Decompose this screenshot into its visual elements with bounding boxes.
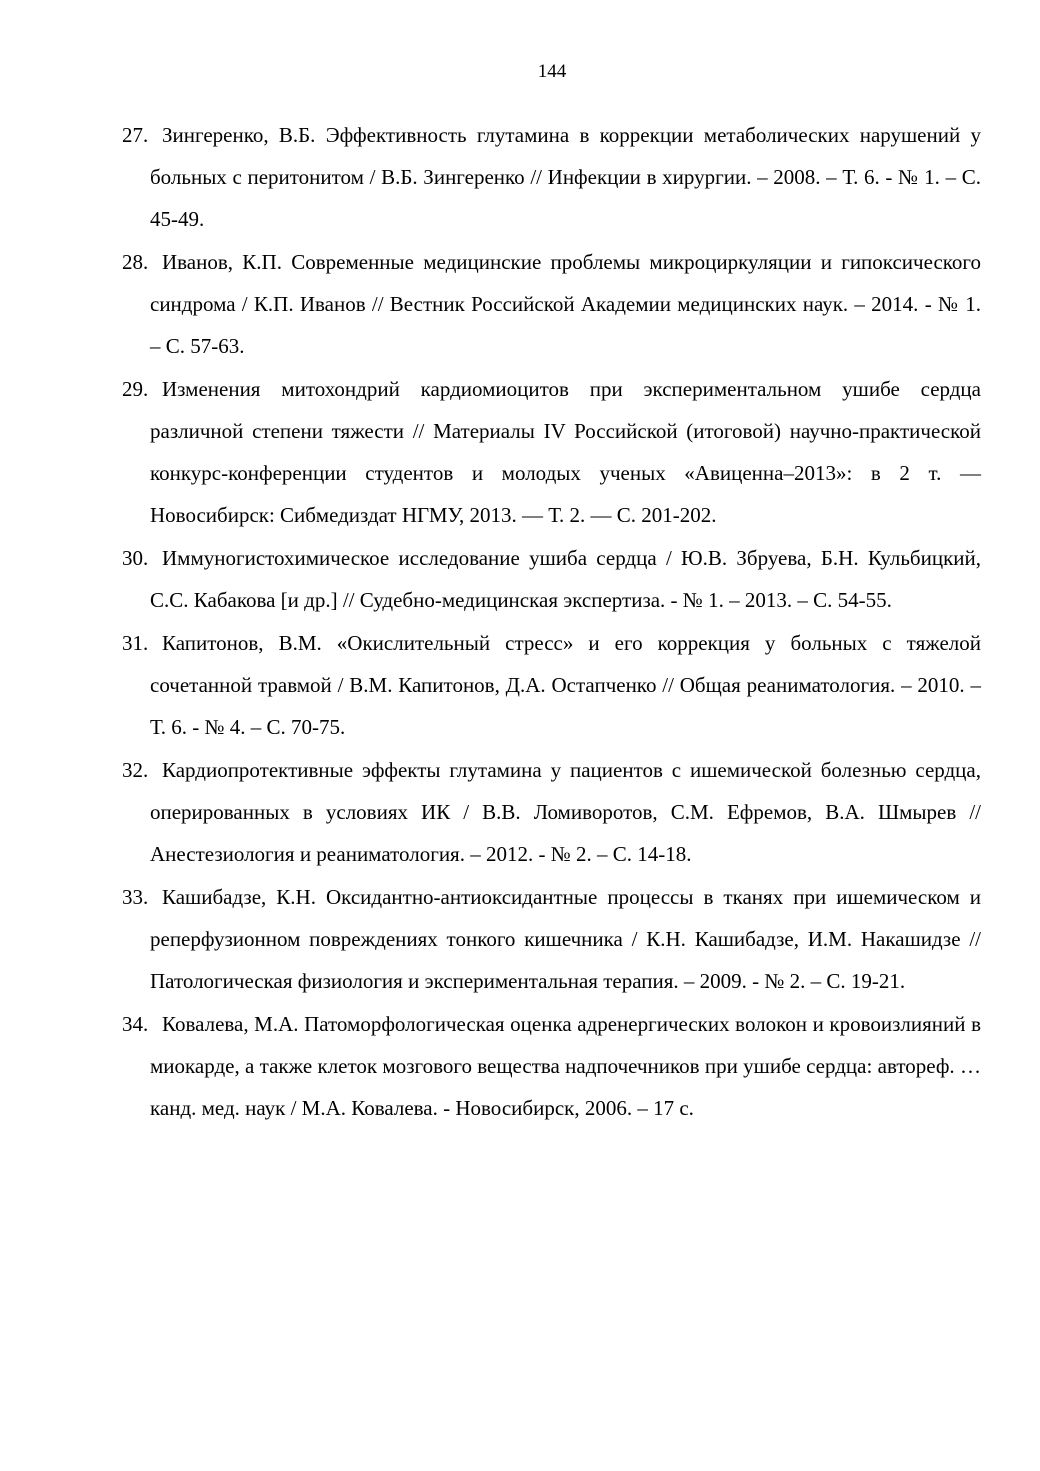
reference-item [122,1003,981,1129]
reference-text: Ковалева, М.А. Патоморфологическая оценка адренергических волокон и кровоизлияний в миокарде, а также клеток мозгового вещества надпочечников при ушибе сердца: автореф. … канд. мед. наук / М.А. Ковалева. - Новосибирск, 2006. – 17 с. [150,1012,981,1120]
reference-number: 34. [122,1012,149,1036]
reference-list [122,114,981,1130]
reference-text: Иванов, К.П. Современные медицинские проблемы микроциркуляции и гипоксического синдрома / К.П. Иванов // Вестник Российской Академии медицинских наук. – 2014. - № 1. – С. 57-63. [150,250,981,358]
reference-number: 32. [122,758,149,782]
reference-text: Иммуногистохимическое исследование ушиба сердца / Ю.В. Збруева, Б.Н. Кульбицкий, С.С. Кабакова [и др.] // Судебно-медицинская экспертиза. - № 1. – 2013. – С. 54-55. [150,546,981,612]
reference-number: 33. [122,885,149,909]
reference-number: 29. [122,377,149,401]
reference-number: 31. [122,631,149,655]
reference-item [122,114,981,240]
reference-item [122,537,981,621]
reference-text: Кардиопротективные эффекты глутамина у пациентов с ишемической болезнью сердца, оперированных в условиях ИК / В.В. Ломиворотов, С.М. Ефремов, В.А. Шмырев // Анестезиология и реаниматология. – 2012. - № 2. – С. 14-18. [150,758,981,866]
reference-number: 30. [122,546,149,570]
reference-item [122,241,981,367]
reference-text: Кашибадзе, К.Н. Оксидантно-антиоксидантные процессы в тканях при ишемическом и реперфузионном повреждениях тонкого кишечника / К.Н. Кашибадзе, И.М. Накашидзе // Патологическая физиология и экспериментальная терапия. – 2009. - № 2. – С. 19-21. [150,885,981,993]
reference-item [122,368,981,536]
reference-item [122,876,981,1002]
reference-number: 28. [122,250,149,274]
reference-text: Зингеренко, В.Б. Эффективность глутамина в коррекции метаболических нарушений у больных с перитонитом / В.Б. Зингеренко // Инфекции в хирургии. – 2008. – Т. 6. - № 1. – С. 45-49. [150,123,981,231]
reference-item [122,622,981,748]
reference-text: Изменения митохондрий кардиомиоцитов при экспериментальном ушибе сердца различной степени тяжести // Материалы IV Российской (итоговой) научно-практической конкурс-конференции студентов и молодых ученых «Авиценна–2013»: в 2 т. — Новосибирск: Сибмедиздат НГМУ, 2013. — Т. 2. — С. 201-202. [150,377,981,527]
reference-item [122,749,981,875]
reference-text: Капитонов, В.М. «Окислительный стресс» и его коррекция у больных с тяжелой сочетанной травмой / В.М. Капитонов, Д.А. Остапченко // Общая реаниматология. – 2010. – Т. 6. - № 4. – С. 70-75. [150,631,981,739]
page-number: 144 [537,61,567,82]
reference-number: 27. [122,123,149,147]
